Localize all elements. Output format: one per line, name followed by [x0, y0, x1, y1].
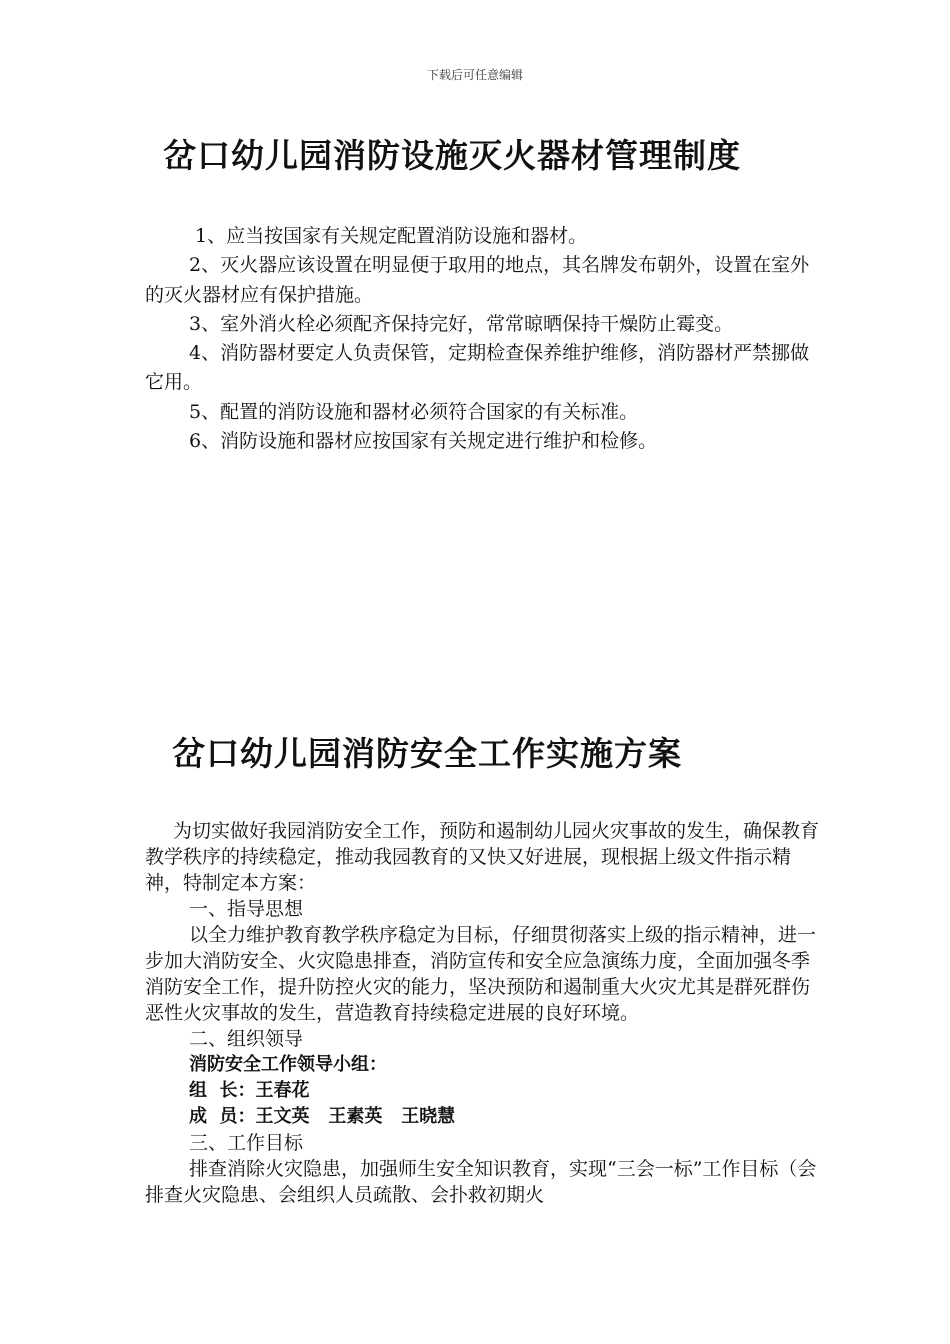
doc2-heading-organization: 二、组织领导 [189, 1028, 304, 1050]
doc2-group-title: 消防安全工作领导小组： [189, 1054, 387, 1075]
doc1-item-2: 2、灭火器应该设置在明显便于取用的地点，其名牌发布朝外，设置在室外的灭火器材应有保护措施。 [145, 254, 810, 306]
doc1-item-6: 6、消防设施和器材应按国家有关规定进行维护和检修。 [189, 430, 658, 453]
doc2-heading-guiding: 一、指导思想 [189, 898, 304, 920]
doc2-body [145, 818, 825, 1208]
doc1-item-3: 3、室外消火栓必须配齐保持完好，常常晾晒保持干燥防止霉变。 [189, 312, 734, 335]
doc1-item-1: 1、应当按国家有关规定配置消防设施和器材。 [195, 225, 588, 247]
doc1-body [145, 222, 825, 456]
doc2-heading-goals: 三、工作目标 [189, 1132, 304, 1154]
doc2-group-members: 成 员：王文英 王素英 王晓慧 [189, 1106, 456, 1127]
doc2-group-leader: 组 长：王春花 [189, 1080, 310, 1101]
doc1-item-5: 5、配置的消防设施和器材必须符合国家的有关标准。 [189, 400, 639, 423]
header-note: 下载后可任意编辑 [426, 68, 523, 82]
doc2-guiding-paragraph: 以全力维护教育教学秩序稳定为目标，仔细贯彻落实上级的指示精神，进一步加大消防安全、火灾隐患排查，消防宣传和安全应急演练力度，全面加强冬季消防安全工作，提升防控火灾的能力，坚决预防和遏制重大火灾尤其是群死群伤恶性火灾事故的发生，营造教育持续稳定进展的良好环境。 [145, 924, 817, 1024]
doc2-goals-paragraph: 排查消除火灾隐患，加强师生安全知识教育，实现“三会一标”工作目标（会排查火灾隐患、会组织人员疏散、会扑救初期火 [145, 1158, 817, 1206]
doc1-title: 岔口幼儿园消防设施灭火器材管理制度 [163, 136, 741, 175]
doc2-intro: 为切实做好我园消防安全工作，预防和遏制幼儿园火灾事故的发生，确保教育教学秩序的持续稳定，推动我园教育的又快又好进展，现根据上级文件指示精神，特制定本方案： [145, 820, 820, 894]
doc2-title: 岔口幼儿园消防安全工作实施方案 [172, 734, 682, 773]
doc1-item-4: 4、消防器材要定人负责保管，定期检查保养维护维修，消防器材严禁挪做它用。 [145, 342, 810, 394]
